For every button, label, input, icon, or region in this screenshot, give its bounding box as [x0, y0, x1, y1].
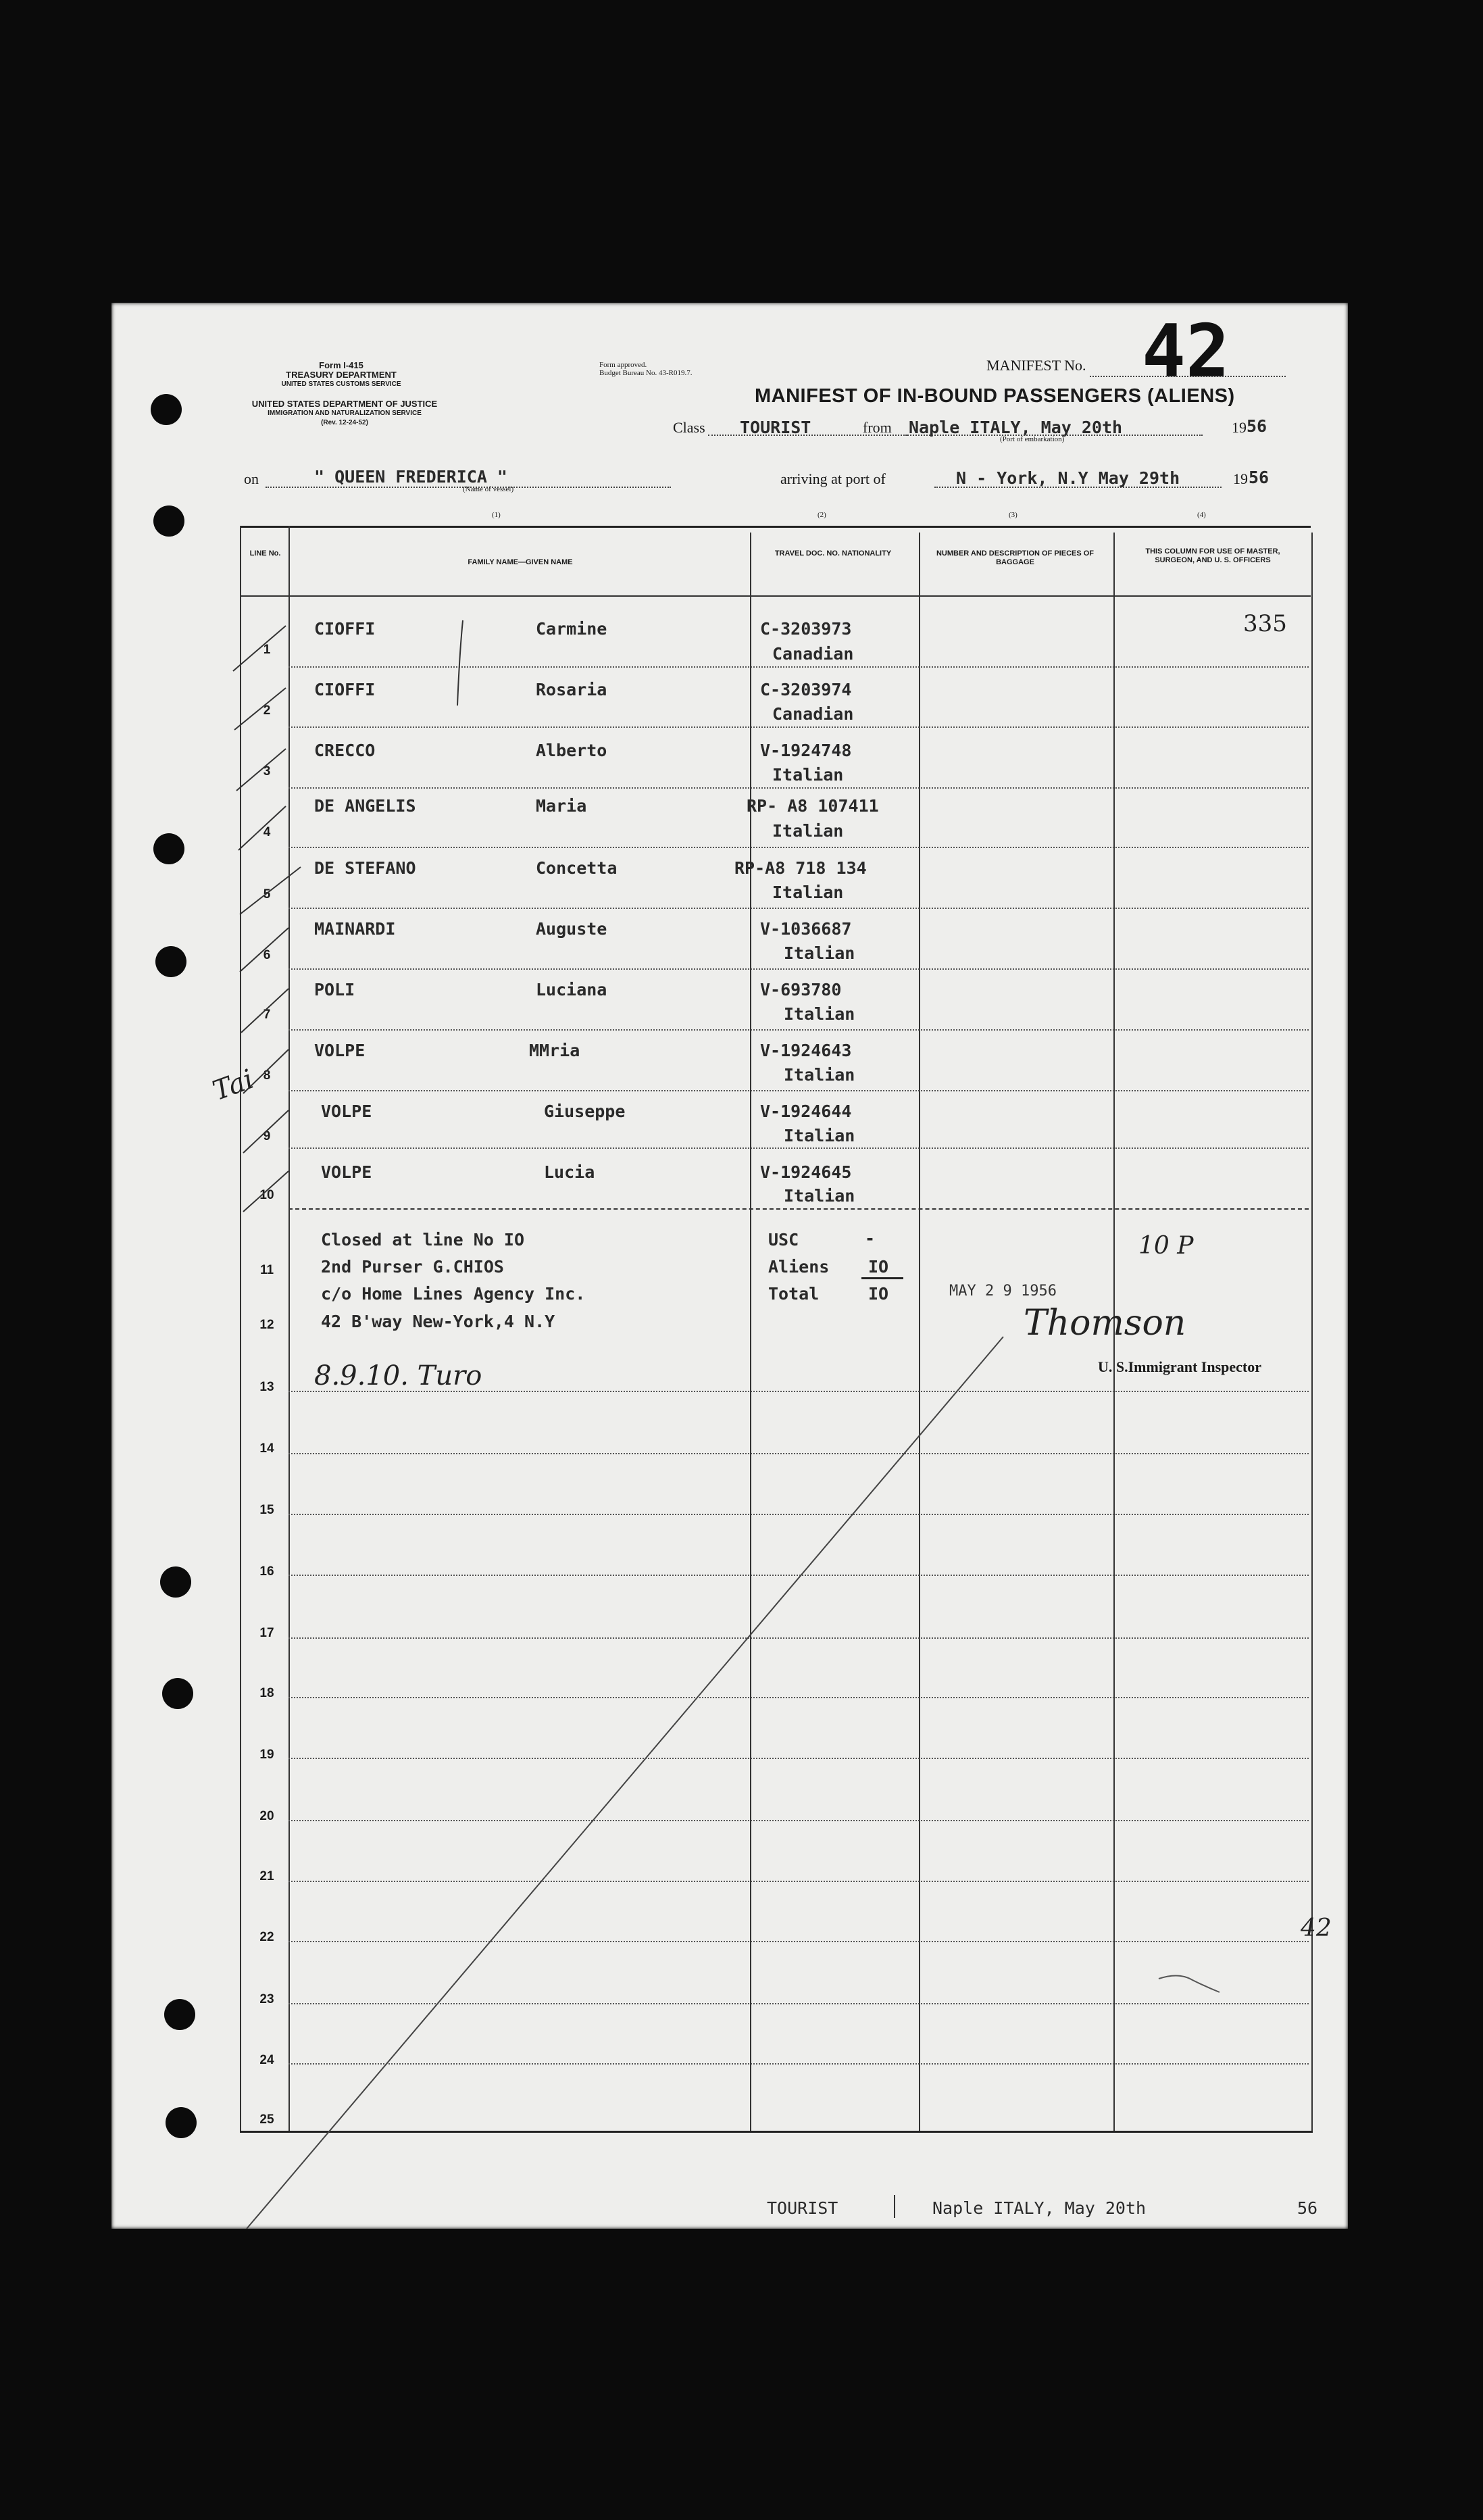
line-number: 23 — [259, 1992, 274, 2006]
officer-note: 335 — [1243, 610, 1287, 637]
manifest-page — [111, 303, 1348, 2229]
family-name: DE ANGELIS — [314, 796, 416, 816]
line-number: 22 — [259, 1930, 274, 1944]
line-number: 13 — [259, 1380, 274, 1394]
class-value: TOURIST — [740, 418, 811, 437]
manifest-number: 42 — [1142, 310, 1230, 394]
purser-name: 2nd Purser G.CHIOS — [321, 1257, 504, 1277]
line-number: 24 — [259, 2053, 274, 2067]
given-name: Alberto — [536, 741, 607, 760]
total-value: IO — [868, 1284, 889, 1304]
edge-note: 42 — [1301, 1914, 1332, 1942]
ins-service: IMMIGRATION AND NATURALIZATION SERVICE — [268, 410, 422, 417]
travel-doc: V-1924643 — [760, 1041, 852, 1060]
from-value: Naple ITALY, May 20th — [909, 418, 1123, 437]
given-name: Giuseppe — [544, 1102, 626, 1121]
usc-label: USC — [768, 1230, 799, 1250]
margin-note: Tai — [208, 1064, 258, 1107]
aliens-label: Aliens — [768, 1257, 830, 1277]
on-label: on — [244, 470, 259, 487]
line-number: 12 — [259, 1318, 274, 1332]
handwritten-line-note: 8.9.10. Turo — [314, 1360, 482, 1391]
revision: (Rev. 12-24-52) — [321, 419, 368, 426]
family-name: VOLPE — [321, 1102, 372, 1121]
column-number-3: (3) — [1009, 511, 1017, 519]
nationality: Italian — [772, 883, 844, 902]
nationality: Italian — [784, 1004, 855, 1024]
agency-address: 42 B'way New-York,4 N.Y — [321, 1312, 555, 1331]
header-officers: THIS COLUMN FOR USE OF MASTER, SURGEON, AND U. S. OFFICERS — [1145, 547, 1280, 564]
inspector-signature: Thomson — [1024, 1303, 1186, 1343]
line-number: 21 — [259, 1869, 274, 1883]
budget-bureau: Budget Bureau No. 43-R019.7. — [599, 369, 693, 377]
given-name: Carmine — [536, 619, 607, 639]
footer-divider — [894, 2195, 895, 2218]
line-number: 16 — [259, 1564, 274, 1579]
line-number: 14 — [259, 1441, 274, 1456]
manifest-no-label: MANIFEST No. — [986, 357, 1086, 374]
family-name: VOLPE — [321, 1162, 372, 1182]
nationality: Italian — [772, 821, 844, 841]
year2-value: 56 — [1249, 468, 1270, 487]
line-number: 9 — [263, 1129, 271, 1143]
family-name: MAINARDI — [314, 919, 396, 939]
given-name: Rosaria — [536, 680, 607, 699]
nationality: Italian — [784, 1186, 855, 1206]
page-title: MANIFEST OF IN-BOUND PASSENGERS (ALIENS) — [755, 385, 1235, 407]
closed-at-line: Closed at line No IO — [321, 1230, 525, 1250]
nationality: Italian — [784, 943, 855, 963]
line-number: 4 — [263, 825, 271, 839]
given-name: Luciana — [536, 980, 607, 999]
family-name: CIOFFI — [314, 680, 376, 699]
line-number: 5 — [263, 887, 271, 901]
header-baggage: NUMBER AND DESCRIPTION OF PIECES OF BAGGAGE — [936, 549, 1095, 566]
travel-doc: V-1924645 — [760, 1162, 852, 1182]
footer-class: TOURIST — [767, 2198, 838, 2218]
given-name: Concetta — [536, 858, 618, 878]
header-travel-doc: TRAVEL DOC. NO. NATIONALITY — [774, 549, 892, 558]
line-number: 1 — [263, 643, 271, 657]
given-name: Lucia — [544, 1162, 595, 1182]
travel-doc: C-3203974 — [760, 680, 852, 699]
customs-service: UNITED STATES CUSTOMS SERVICE — [281, 380, 401, 388]
line-number: 6 — [263, 948, 271, 962]
nationality: Italian — [784, 1126, 855, 1145]
travel-doc: RP- A8 107411 — [747, 796, 879, 816]
nationality: Italian — [772, 765, 844, 785]
footer-year: 56 — [1297, 2198, 1318, 2218]
family-name: DE STEFANO — [314, 858, 416, 878]
line-number: 17 — [259, 1626, 274, 1640]
travel-doc: C-3203973 — [760, 619, 852, 639]
diagonal-strike-line — [111, 303, 1348, 2229]
from-label: from — [863, 419, 892, 436]
class-label: Class — [673, 419, 705, 436]
line-number: 18 — [259, 1686, 274, 1700]
port-caption: (Port of embarkation) — [1000, 435, 1065, 443]
header-line-no: LINE No. — [249, 549, 281, 558]
arriving-value: N - York, N.Y May 29th — [956, 468, 1180, 488]
aliens-value: IO — [868, 1257, 889, 1277]
justice-department: UNITED STATES DEPARTMENT OF JUSTICE — [251, 399, 438, 409]
vessel-name: " QUEEN FREDERICA " — [314, 467, 507, 487]
column-number-2: (2) — [818, 511, 826, 519]
year1-prefix: 19 — [1232, 419, 1247, 436]
travel-doc: V-1924644 — [760, 1102, 852, 1121]
line-number: 15 — [259, 1503, 274, 1517]
line-number: 10 — [259, 1188, 274, 1202]
vessel-caption: (Name of vessel) — [463, 485, 514, 493]
agency-name: c/o Home Lines Agency Inc. — [321, 1284, 586, 1304]
line-number: 25 — [259, 2113, 274, 2127]
form-number: Form I-415 — [319, 360, 363, 370]
line-number: 19 — [259, 1748, 274, 1762]
column-number-1: (1) — [492, 511, 501, 519]
line-number: 3 — [263, 764, 271, 779]
year2-prefix: 19 — [1233, 470, 1248, 487]
line-number: 7 — [263, 1008, 271, 1022]
total-label: Total — [768, 1284, 820, 1304]
inspector-title: U. S.Immigrant Inspector — [1098, 1358, 1261, 1375]
line-number: 2 — [263, 703, 271, 718]
footer-port: Naple ITALY, May 20th — [932, 2198, 1147, 2218]
travel-doc: RP-A8 718 134 — [734, 858, 867, 878]
given-name: Maria — [536, 796, 587, 816]
family-name: CRECCO — [314, 741, 376, 760]
date-stamp: MAY 2 9 1956 — [949, 1283, 1057, 1300]
travel-doc: V-693780 — [760, 980, 842, 999]
given-name: MMria — [529, 1041, 580, 1060]
year1-value: 56 — [1247, 416, 1267, 436]
nationality: Canadian — [772, 704, 854, 724]
family-name: VOLPE — [314, 1041, 366, 1060]
travel-doc: V-1036687 — [760, 919, 852, 939]
line-number: 20 — [259, 1809, 274, 1823]
family-name: POLI — [314, 980, 355, 999]
treasury-department: TREASURY DEPARTMENT — [286, 370, 397, 380]
column-number-4: (4) — [1197, 511, 1206, 519]
inspector-initials: 10 P — [1138, 1232, 1194, 1260]
travel-doc: V-1924748 — [760, 741, 852, 760]
line-number: 8 — [263, 1068, 271, 1083]
form-approved: Form approved. — [599, 361, 647, 369]
given-name: Auguste — [536, 919, 607, 939]
nationality: Canadian — [772, 644, 854, 664]
line-number: 11 — [259, 1263, 274, 1277]
usc-value: - — [865, 1229, 876, 1248]
header-name: FAMILY NAME—GIVEN NAME — [468, 558, 573, 566]
family-name: CIOFFI — [314, 619, 376, 639]
nationality: Italian — [784, 1065, 855, 1085]
arriving-label: arriving at port of — [780, 470, 886, 487]
